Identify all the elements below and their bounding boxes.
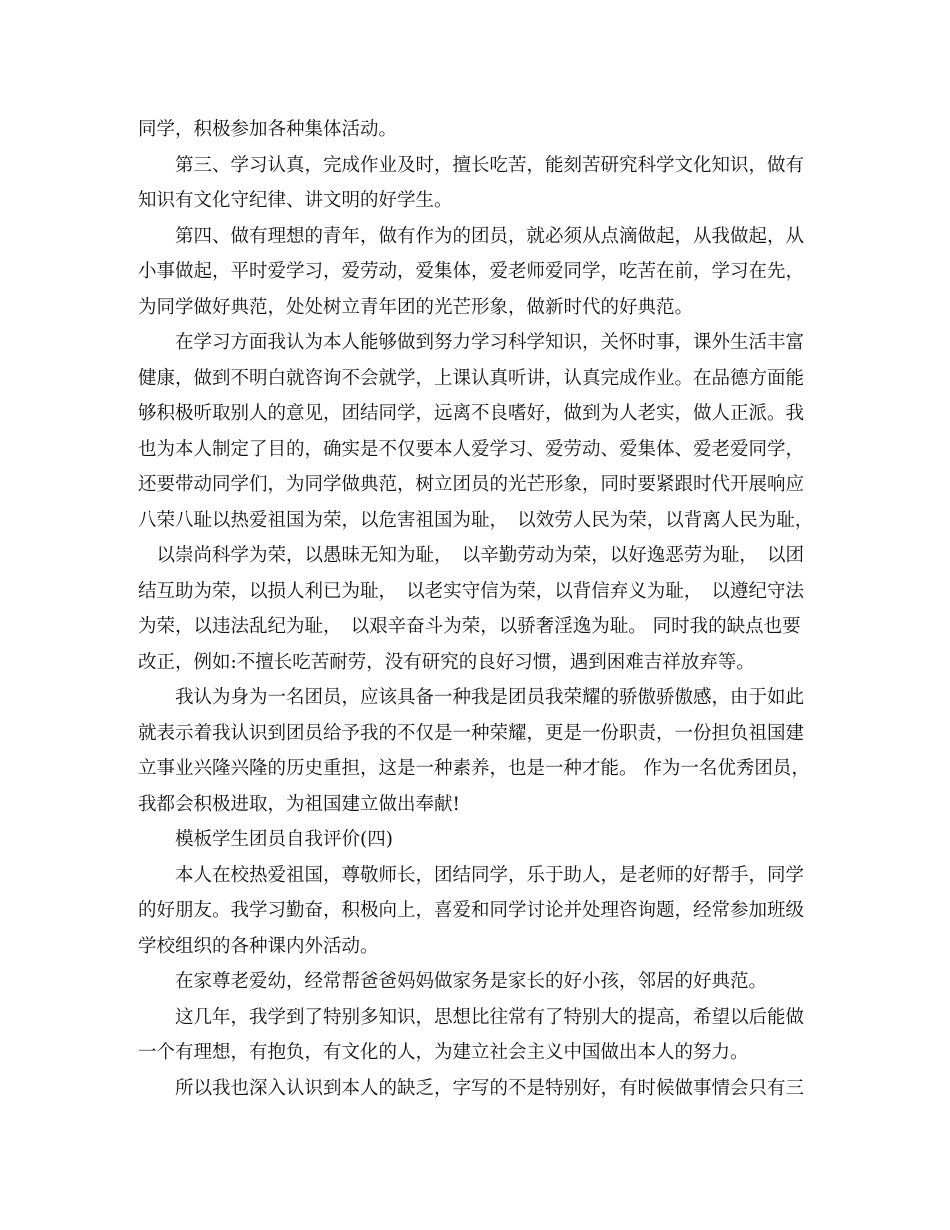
text-line: 一个有理想，有抱负，有文化的人，为建立社会主义中国做出本人的努力。 (138, 1042, 749, 1063)
text-line: 立事业兴隆兴隆的历史重担，这是一种素养，也是一种才能。 作为一名优秀团员， (138, 758, 810, 779)
document-page (138, 112, 818, 1106)
text-line: 小事做起，平时爱学习，爱劳动，爱集体，爱老师爱同学，吃苦在前，学习在先， (138, 261, 805, 282)
text-line: 本人在校热爱祖国，尊敬师长，团结同学，乐于助人，是老师的好帮手，同学 (138, 864, 805, 886)
text-line: 的好朋友。我学习勤奋，积极向上，喜爱和同学讨论并处理咨询题，经常参加班级 (138, 900, 805, 921)
text-line: 也为本人制定了目的，确实是不仅要本人爱学习、爱劳动、爱集体、爱老爱同学， (138, 438, 805, 460)
text-line: 知识有文化守纪律、讲文明的好学生。 (138, 190, 453, 211)
text-line: 为同学做好典范，处处树立青年团的光芒形象，做新时代的好典范。 (138, 296, 694, 318)
text-line: 我都会积极进取，为祖国建立做出奉献! (138, 793, 460, 815)
text-line: 结互助为荣，以损人利已为耻， 以老实守信为荣，以背信弃义为耻， 以遵纪守法 (138, 580, 805, 602)
text-line: 第三、学习认真，完成作业及时，擅长吃苦，能刻苦研究科学文化知识，做有 (138, 154, 805, 176)
text-line: 改正，例如:不擅长吃苦耐劳，没有研究的良好习惯，遇到困难吉祥放弃等。 (138, 651, 755, 673)
text-line: 我认为身为一名团员，应该具备一种我是团员我荣耀的骄傲骄傲感，由于如此 (138, 687, 805, 708)
text-line: 健康，做到不明白就咨询不会就学，上课认真听讲，认真完成作业。在品德方面能 (138, 367, 805, 389)
text-line: 第四、做有理想的青年，做有作为的团员，就必须从点滴做起，从我做起，从 (138, 225, 805, 247)
text-line: 所以我也深入认识到本人的缺乏，字写的不是特别好，有时候做事情会只有三 (138, 1077, 805, 1099)
text-line: 八荣八耻以热爱祖国为荣，以危害祖国为耻， 以效劳人民为荣，以背离人民为耻， (138, 509, 814, 531)
text-line: 还要带动同学们，为同学做典范，树立团员的光芒形象，同时要紧跟时代开展响应 (138, 474, 805, 495)
text-line: 为荣，以违法乱纪为耻， 以艰辛奋斗为荣，以骄奢淫逸为耻。 同时我的缺点也要 (138, 616, 801, 637)
text-line: 同学，积极参加各种集体活动。 (138, 119, 398, 140)
text-line: 学校组织的各种课内外活动。 (138, 935, 379, 957)
text-line: 在学习方面我认为本人能够做到努力学习科学知识，关怀时事，课外生活丰富 (138, 332, 805, 353)
section-heading: 模板学生团员自我评价(四) (138, 829, 393, 850)
text-line: 这几年，我学到了特别多知识，思想比往常有了特别大的提高，希望以后能做 (138, 1006, 805, 1028)
text-line: 就表示着我认识到团员给予我的不仅是一种荣耀，更是一份职责，一份担负祖国建 (138, 722, 805, 744)
text-line: 在家尊老爱幼，经常帮爸爸妈妈做家务是家长的好小孩，邻居的好典范。 (138, 971, 768, 992)
text-line: 以崇尚科学为荣，以愚昧无知为耻， 以辛勤劳动为荣，以好逸恶劳为耻， 以团 (138, 545, 805, 566)
text-line: 够积极听取别人的意见，团结同学，远离不良嗜好，做到为人老实，做人正派。我 (138, 403, 805, 424)
